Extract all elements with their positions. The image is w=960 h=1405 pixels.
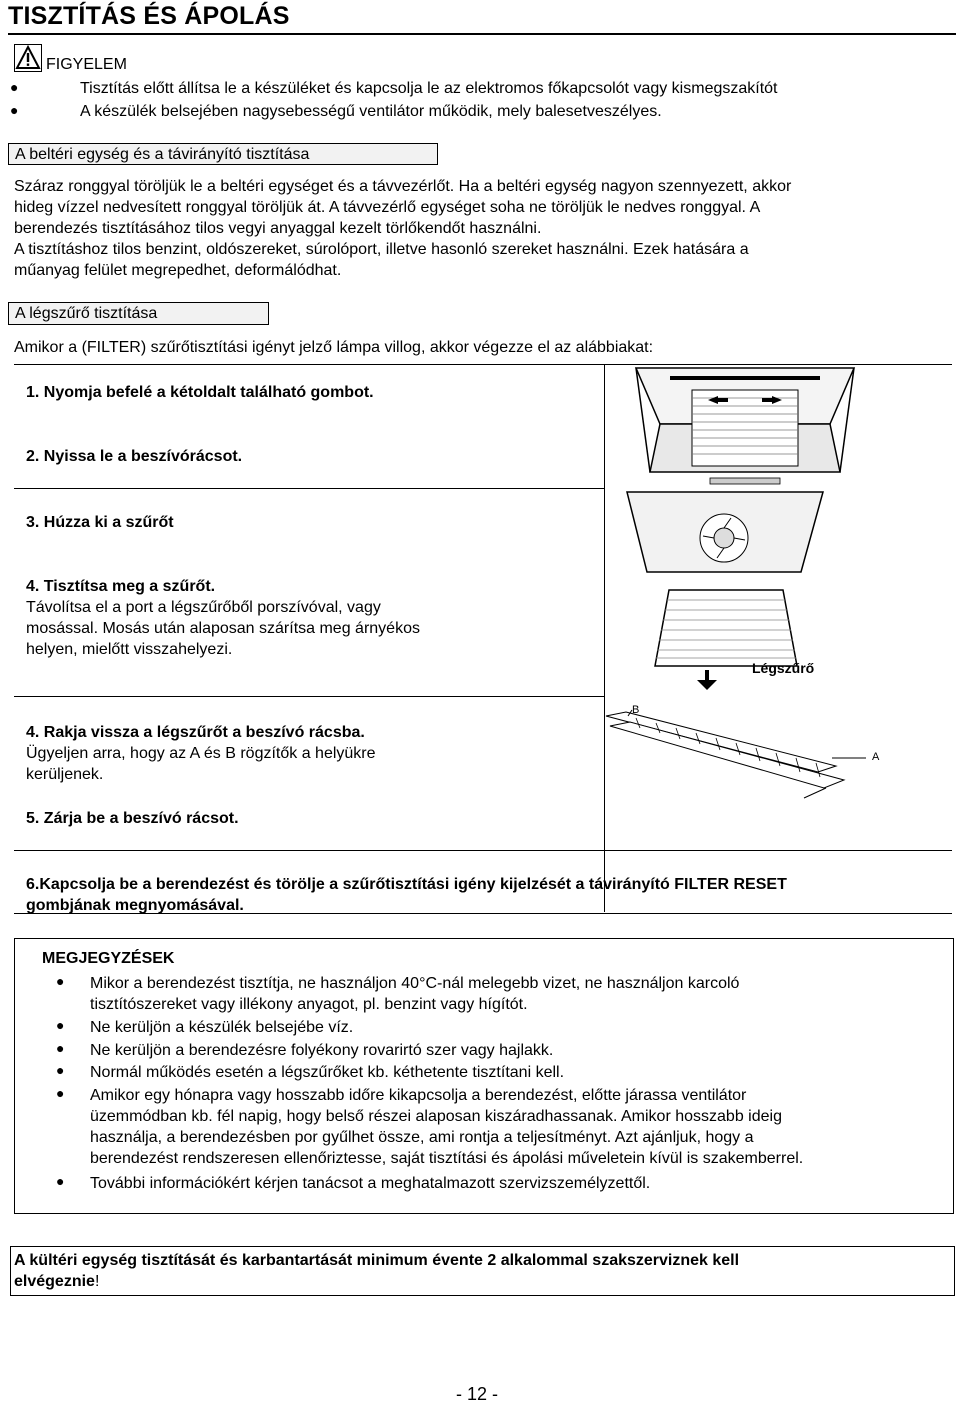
row-divider <box>14 850 952 851</box>
bullet: ● <box>56 1017 65 1033</box>
indoor-section-heading: A beltéri egység és a távirányító tisztítása <box>8 143 438 165</box>
outdoor-maintenance-note: A kültéri egység tisztítását és karbantartását minimum évente 2 alkalommal szakszerviznek kell elvégeznie! <box>10 1246 955 1296</box>
bullet: ● <box>56 1040 65 1056</box>
page-title: TISZTÍTÁS ÉS ÁPOLÁS <box>8 2 290 30</box>
bullet: ● <box>56 1173 65 1189</box>
indoor-section-text: Száraz ronggyal töröljük le a beltéri egységet és a távvezérlőt. Ha a beltéri egység nagyon szennyezett, akkor hideg vízzel nedvesített ronggyal töröljük át. A távvezérlő egységet soha ne töröljük le nedves ronggyal. A berendezés tisztításához tilos vegyi anyaggal kezelt törlőkendőt használni. A tisztításhoz tilos benzint, oldószereket, súrolóport, illetve hasonló szereket használni. Ezek hatására a műanyag felület megrepedhet, deformálódhat. <box>14 178 792 279</box>
note-item: Ne kerüljön a készülék belsejébe víz. <box>90 1019 354 1036</box>
note-item: Normál működés esetén a légszűrőket kb. kéthetente tisztítani kell. <box>90 1064 565 1081</box>
latch-b-label: B <box>632 704 640 716</box>
bullet: ● <box>10 102 19 118</box>
note-item: Amikor egy hónapra vagy hosszabb időre kikapcsolja a berendezést, előtte járassa ventilátor üzemmódban kb. fél napig, hogy belső részei alaposan kiszáradhassanak. Amikor hosszabb ideig használja, a berendezésben por gyűlhet össze, ami rontja a teljesítményt. Azt ajánljuk, hogy a berendezést rendszeresen ellenőriztesse, saját tisztítási és ápolási műveletein kívül is szakemberrel. <box>90 1087 804 1167</box>
step-5: 5. Zárja be a beszívó rácsot. <box>26 810 239 827</box>
bullet: ● <box>10 79 19 95</box>
step-6: 6.Kapcsolja be a berendezést és törölje a szűrőtisztítási igény kijelzését a távirányító FILTER RESET gombjának megnyomásával. <box>26 876 787 914</box>
step-4-replace: 4. Rakja vissza a légszűrőt a beszívó rácsba. Ügyeljen arra, hogy az A és B rögzítők a helyükre kerüljenek. <box>26 724 376 783</box>
step-4-clean: 4. Tisztítsa meg a szűrőt. Távolítsa el a port a légszűrőből porszívóval, vagy mosással. Mosás után alaposan szárítsa meg árnyékos helyen, mielőtt visszahelyezi. <box>26 578 420 658</box>
filter-intro: Amikor a (FILTER) szűrőtisztítási igényt jelző lámpa villog, akkor végezze el az alábbiakat: <box>14 339 654 356</box>
step-3: 3. Húzza ki a szűrőt <box>26 514 174 531</box>
page-number: - 12 - <box>456 1384 499 1404</box>
note-item: Ne kerüljön a berendezésre folyékony rovarirtó szer vagy hajlakk. <box>90 1042 554 1059</box>
step-1: 1. Nyomja befelé a kétoldalt található gombot. <box>26 384 374 401</box>
row-divider <box>14 488 604 489</box>
bullet: ● <box>56 973 65 989</box>
latch-a-label: A <box>872 751 880 763</box>
filter-label: Légszűrő <box>752 660 815 676</box>
bullet: ● <box>56 1062 65 1078</box>
filter-section-heading: A légszűrő tisztítása <box>8 302 269 325</box>
note-item: Mikor a berendezést tisztítja, ne használjon 40°C-nál melegebb vizet, ne használjon karcoló tisztítószereket vagy illékony anyagot, pl. benzint vagy hígítót. <box>90 975 740 1013</box>
filter-latch-illustration <box>596 702 896 800</box>
warning-item-text: A készülék belsejében nagysebességű ventilátor működik, mely balesetveszélyes. <box>80 103 662 120</box>
row-divider <box>14 696 604 697</box>
warning-label: FIGYELEM <box>46 56 127 73</box>
warning-item-text: Tisztítás előtt állítsa le a készüléket és kapcsolja le az elektromos főkapcsolót vagy kismegszakítót <box>80 80 778 97</box>
title-divider <box>8 33 956 35</box>
bullet: ● <box>56 1085 65 1101</box>
notes-title: MEGJEGYZÉSEK <box>42 950 175 967</box>
step-2: 2. Nyissa le a beszívórácsot. <box>26 448 243 465</box>
note-item: További információkért kérjen tanácsot a meghatalmazott szervizszemélyzettől. <box>90 1175 651 1192</box>
cassette-unit-illustration <box>630 364 860 486</box>
steps-divider <box>604 364 605 912</box>
warning-icon <box>14 44 42 72</box>
